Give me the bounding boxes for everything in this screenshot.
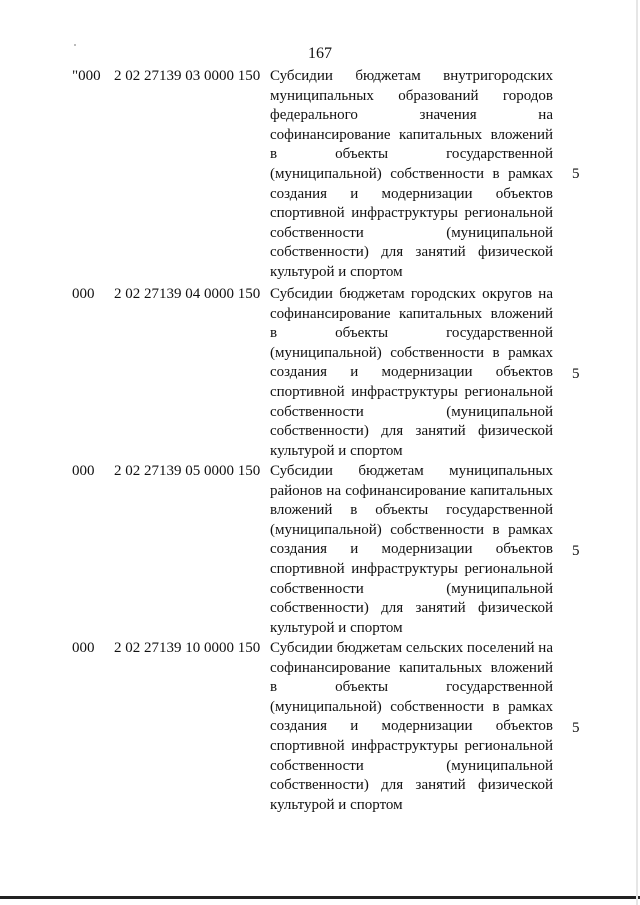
- bottom-border: [0, 896, 640, 899]
- budget-classification-code: 2 02 27139 05 0000 150: [114, 463, 261, 479]
- budget-classification-code: 2 02 27139 04 0000 150: [114, 286, 261, 302]
- row-value: 5: [572, 720, 580, 736]
- kbk-admin-code: "000: [72, 68, 101, 84]
- row-value: 5: [572, 366, 580, 382]
- budget-classification-code: 2 02 27139 03 0000 150: [114, 68, 261, 84]
- row-description: Субсидии бюджетам муниципальных районов на софинансирование капитальных вложений в объекты государственной (муниципальной) собственности в рамках создания и модернизации объектов спортивной инфраструктуры региональной собственности (муниципальной собственности) для занятий физической культурой и спортом: [270, 463, 553, 636]
- row-value: 5: [572, 543, 580, 559]
- kbk-admin-code: 000: [72, 286, 95, 302]
- budget-classification-code: 2 02 27139 10 0000 150: [114, 640, 261, 656]
- row-description: Субсидии бюджетам сельских поселений на софинансирование капитальных вложений в объекты государственной (муниципальной) собственности в рамках создания и модернизации объектов спортивной инфраструктуры региональной собственности (муниципальной собственности) для занятий физической культурой и спортом: [270, 640, 553, 813]
- kbk-admin-code: 000: [72, 463, 95, 479]
- right-edge-shadow: [636, 0, 638, 905]
- row-value: 5: [572, 166, 580, 182]
- kbk-admin-code: 000: [72, 640, 95, 656]
- row-description: Субсидии бюджетам городских округов на софинансирование капитальных вложений в объекты государственной (муниципальной) собственности в рамках создания и модернизации объектов спортивной инфраструктуры региональной собственности (муниципальной собственности) для занятий физической культурой и спортом: [270, 286, 553, 459]
- row-description: Субсидии бюджетам внутригородских муниципальных образований городов федерального значения на софинансирование капитальных вложений в объекты государственной (муниципальной) собственности в рамках создания и модернизации объектов спортивной инфраструктуры региональной собственности (муниципальной собственности) для занятий физической культурой и спортом: [270, 68, 553, 280]
- page-number: 167: [308, 45, 332, 62]
